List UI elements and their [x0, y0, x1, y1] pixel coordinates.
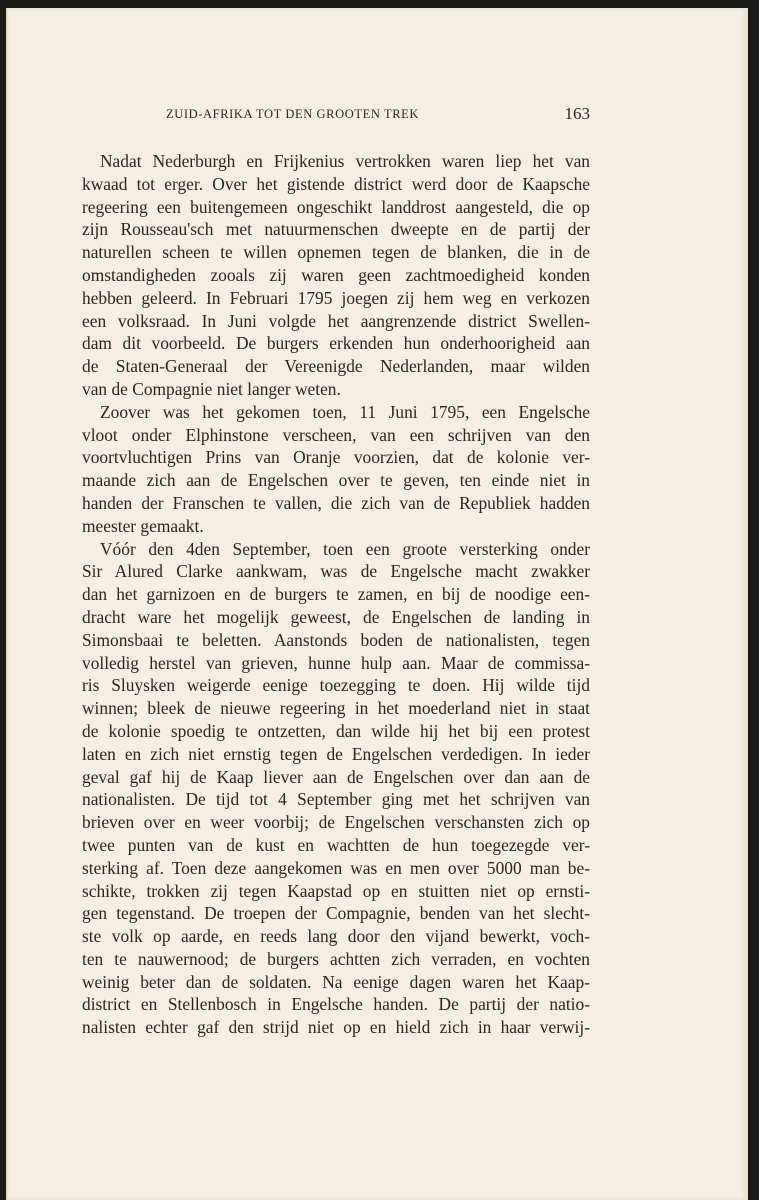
text-line: ris Sluysken weigerde eenige toezegging te doen. Hij wilde tijd — [82, 675, 590, 696]
body-text — [82, 150, 590, 1039]
text-line: dracht ware het mogelijk geweest, de Engelschen de landing in — [82, 606, 590, 627]
text-line: hebben geleerd. In Februari 1795 joegen zij hem weg en verkozen — [82, 287, 590, 308]
text-line: kwaad tot erger. Over het gistende district werd door de Kaapsche — [82, 173, 590, 194]
text-line: brieven over en weer voorbij; de Engelschen verschansten zich op — [82, 812, 590, 833]
text-line: Zoover was het gekomen toen, 11 Juni 1795, een Engelsche — [100, 401, 590, 422]
text-line: omstandigheden zooals zij waren geen zachtmoedigheid konden — [82, 264, 590, 285]
text-line: ten te nauwernood; de burgers achtten zich verraden, en vochten — [82, 948, 590, 969]
text-line: handen der Franschen te vallen, die zich van de Republiek hadden — [82, 492, 590, 513]
running-title: ZUID-AFRIKA TOT DEN GROOTEN TREK — [166, 107, 419, 121]
text-line: gen tegenstand. De troepen der Compagnie, benden van het slecht- — [82, 903, 590, 924]
page-spine-shadow — [6, 8, 9, 1200]
text-line: naturellen scheen te willen opnemen tegen de blanken, die in de — [82, 242, 590, 263]
text-line: twee punten van de kust en wachtten de hun toegezegde ver- — [82, 834, 590, 855]
text-line: een volksraad. In Juni volgde het aangrenzende district Swellen- — [82, 310, 590, 331]
text-line: district en Stellenbosch in Engelsche handen. De partij der natio- — [82, 994, 590, 1015]
text-line: nalisten echter gaf den strijd niet op en hield zich in haar verwij- — [82, 1017, 590, 1038]
book-page — [6, 8, 748, 1200]
text-line: dam dit voorbeeld. De burgers erkenden hun onderhoorigheid aan — [82, 333, 590, 354]
text-line: winnen; bleek de nieuwe regeering in het moederland niet in staat — [82, 698, 590, 719]
page-header — [166, 104, 590, 130]
text-line: meester gemaakt. — [82, 515, 204, 536]
page-number: 163 — [564, 104, 590, 123]
text-line: van de Compagnie niet langer weten. — [82, 378, 341, 399]
text-line: dan het garnizoen en de burgers te zamen, en bij de noodige een- — [82, 584, 590, 605]
text-line: Nadat Nederburgh en Frijkenius vertrokken waren liep het van — [100, 151, 590, 171]
text-line: de kolonie spoedig te ontzetten, dan wilde hij het bij een protest — [82, 720, 590, 741]
text-line: regeering een buitengemeen ongeschikt landdrost aangesteld, die op — [82, 196, 590, 217]
text-line: volledig herstel van grieven, hunne hulp aan. Maar de commissa- — [82, 652, 590, 673]
text-line: Simonsbaai te beletten. Aanstonds boden de nationalisten, tegen — [82, 629, 590, 650]
text-line: voortvluchtigen Prins van Oranje voorzien, dat de kolonie ver- — [82, 447, 590, 468]
text-line: Vóór den 4den September, toen een groote versterking onder — [100, 538, 590, 559]
text-line: schikte, trokken zij tegen Kaapstad op en stuitten niet op ernsti- — [82, 880, 590, 901]
text-line: de Staten-Generaal der Vereenigde Nederlanden, maar wilden — [82, 356, 590, 377]
text-line: Sir Alured Clarke aankwam, was de Engelsche macht zwakker — [82, 561, 590, 582]
text-line: zijn Rousseau'sch met natuurmenschen dweepte en de partij der — [82, 219, 590, 240]
text-line: sterking af. Toen deze aangekomen was en men over 5000 man be- — [82, 857, 590, 878]
text-line: nationalisten. De tijd tot 4 September ging met het schrijven van — [82, 789, 590, 810]
text-line: weinig beter dan de soldaten. Na eenige dagen waren het Kaap- — [82, 971, 590, 992]
text-line: vloot onder Elphinstone verscheen, van een schrijven van den — [82, 424, 590, 445]
text-line: geval gaf hij de Kaap liever aan de Engelschen over dan aan de — [82, 766, 590, 787]
text-line: laten en zich niet ernstig tegen de Engelschen verdedigen. In ieder — [82, 743, 590, 764]
text-line: maande zich aan de Engelschen over te geven, ten einde niet in — [82, 470, 590, 491]
text-line: ste volk op aarde, en reeds lang door den vijand bewerkt, voch- — [82, 926, 590, 947]
